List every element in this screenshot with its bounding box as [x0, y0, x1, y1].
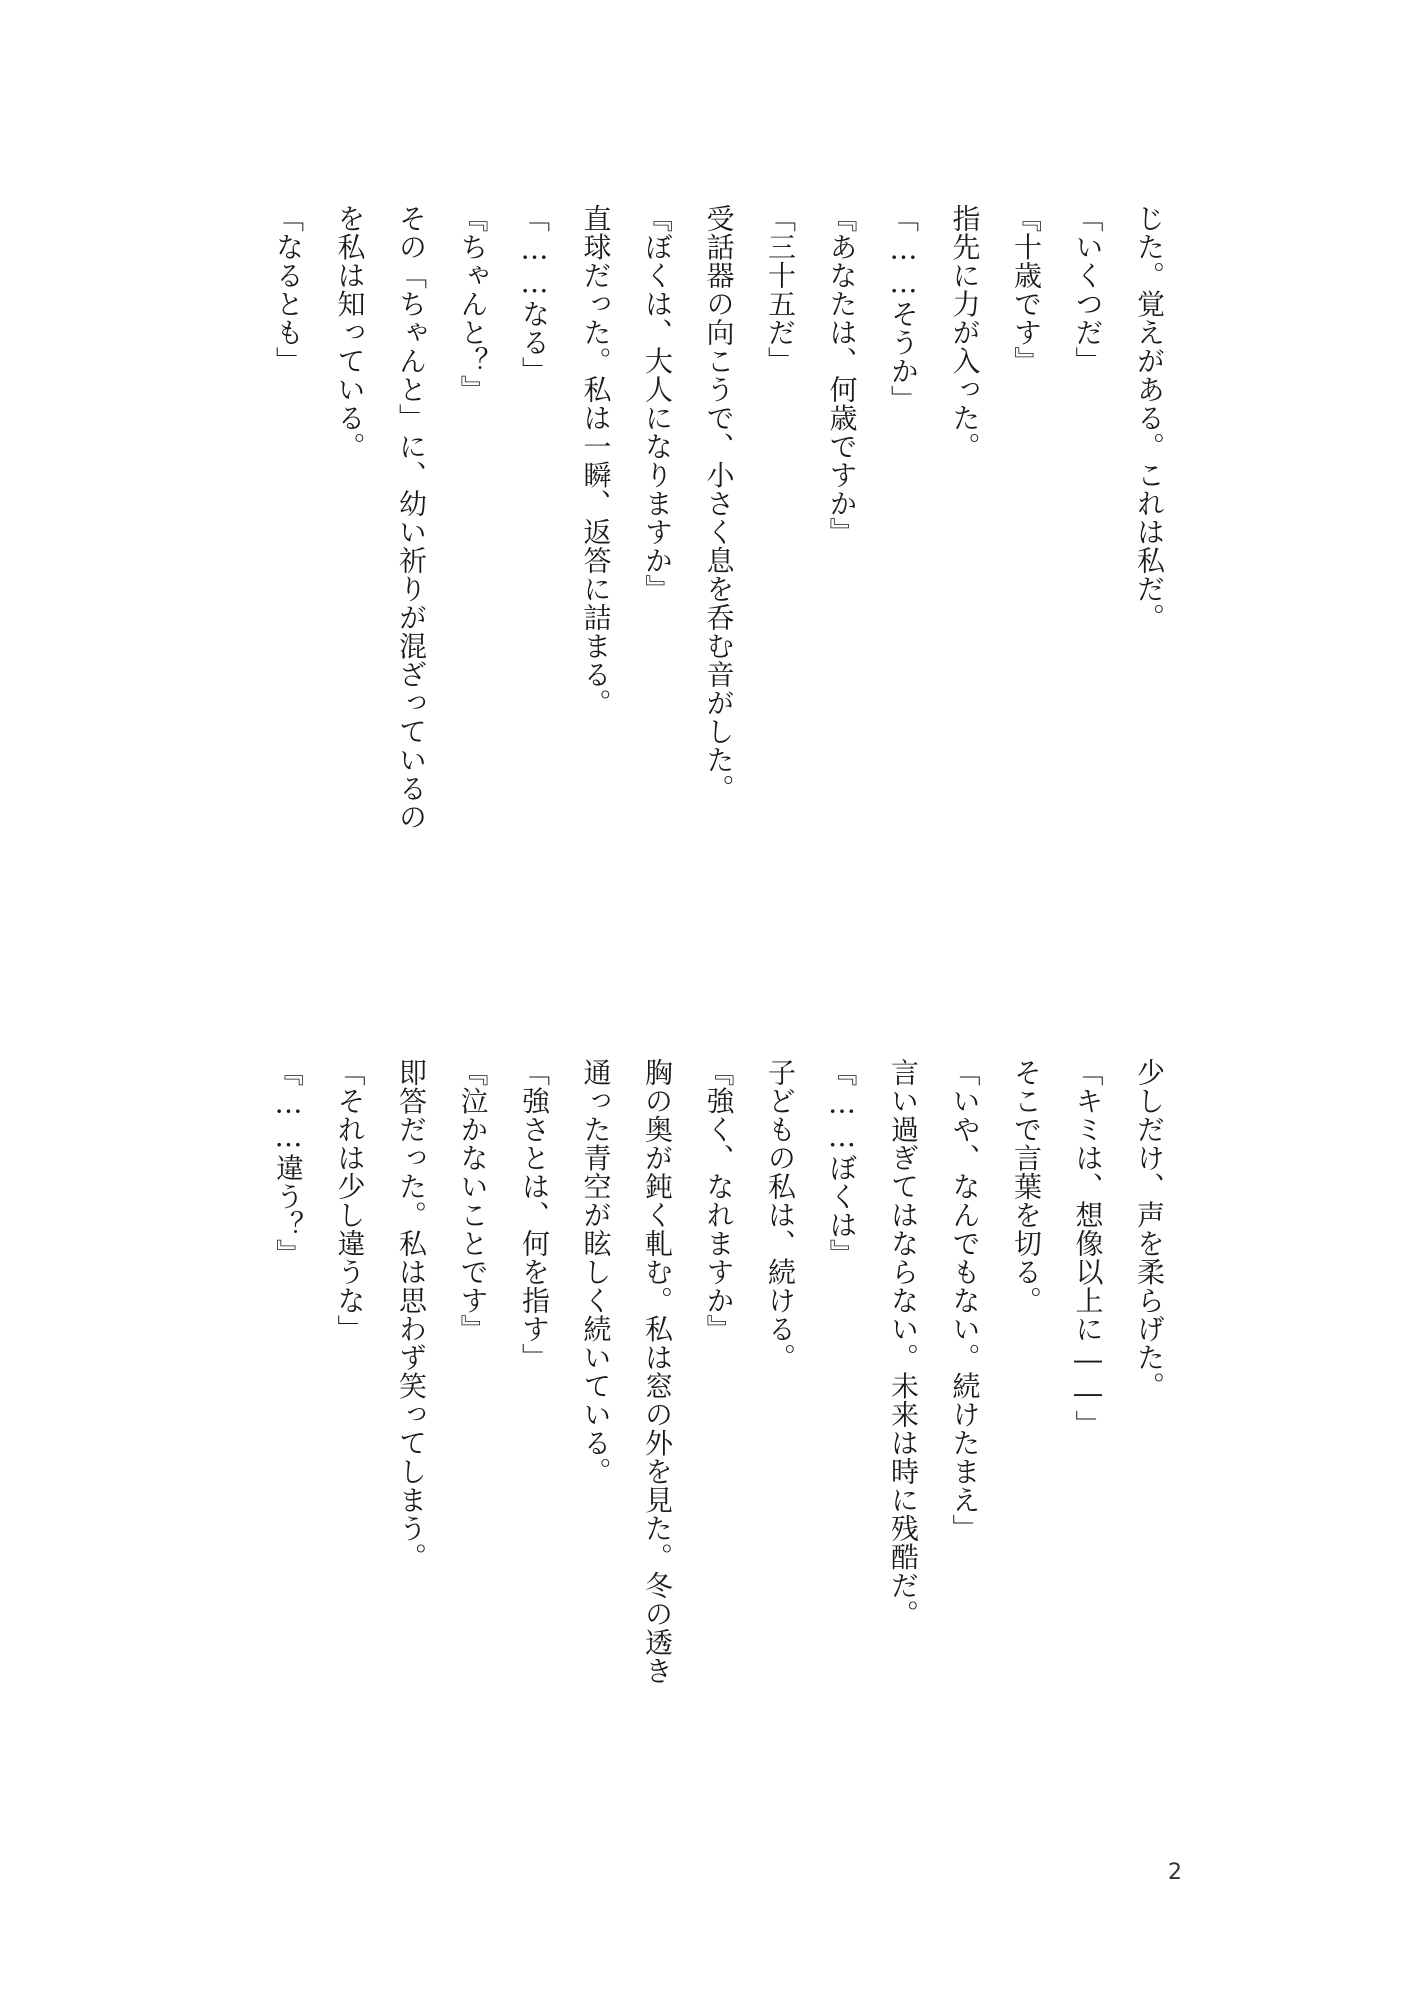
upper-text-block [258, 204, 1181, 964]
text-column: を私は知っている。 [333, 204, 367, 461]
text-column: じた。覚えがある。これは私だ。 [1133, 204, 1166, 632]
text-column: 「それは少し違うな」 [333, 1058, 367, 1343]
text-column: 胸の奥が鈍く軋む。私は窓の外を見た。冬の透き [641, 1058, 674, 1685]
text-column: 「……そうか」 [887, 204, 920, 414]
text-column: 直球だった。私は一瞬、返答に詰まる。 [579, 204, 613, 717]
lower-text-block [258, 1058, 1181, 1838]
text-column: 『あなたは、何歳ですか』 [825, 204, 859, 546]
text-column: 『泣かないことです』 [456, 1058, 490, 1343]
text-column: 「強さとは、何を指す」 [518, 1058, 551, 1372]
text-column: その「ちゃんと」に、幼い祈りが混ざっているの [395, 204, 428, 831]
text-column: 通った青空が眩しく続いている。 [579, 1058, 613, 1486]
text-column: 「キミは、想像以上に――」 [1071, 1058, 1105, 1439]
text-column: 「……なる」 [518, 204, 551, 385]
text-column: 『……違う？』 [272, 1058, 305, 1268]
page-number: 2 [1168, 1860, 1182, 1885]
text-column: 『十歳です』 [1010, 204, 1043, 375]
text-column: そこで言葉を切る。 [1010, 1058, 1043, 1315]
text-column: 指先に力が入った。 [948, 204, 982, 461]
text-column: 「いくつだ」 [1071, 204, 1105, 375]
text-column: 『ぼくは、大人になりますか』 [641, 204, 674, 603]
text-column: 『強く、なれますか』 [702, 1058, 736, 1343]
text-column: 子どもの私は、続ける。 [764, 1058, 797, 1372]
text-column: 即答だった。私は思わず笑ってしまう。 [395, 1058, 428, 1571]
text-column: 「なるとも」 [272, 204, 305, 375]
text-column: 『ちゃんと？』 [456, 204, 490, 404]
text-column: 「いや、なんでもない。続けたまえ」 [948, 1058, 982, 1543]
text-column: 少しだけ、声を柔らげた。 [1133, 1058, 1166, 1400]
text-column: 『……ぼくは』 [825, 1058, 859, 1268]
text-column: 言い過ぎてはならない。未来は時に残酷だ。 [887, 1058, 920, 1628]
text-column: 受話器の向こうで、小さく息を呑む音がした。 [702, 204, 736, 803]
text-column: 「三十五だ」 [764, 204, 797, 375]
